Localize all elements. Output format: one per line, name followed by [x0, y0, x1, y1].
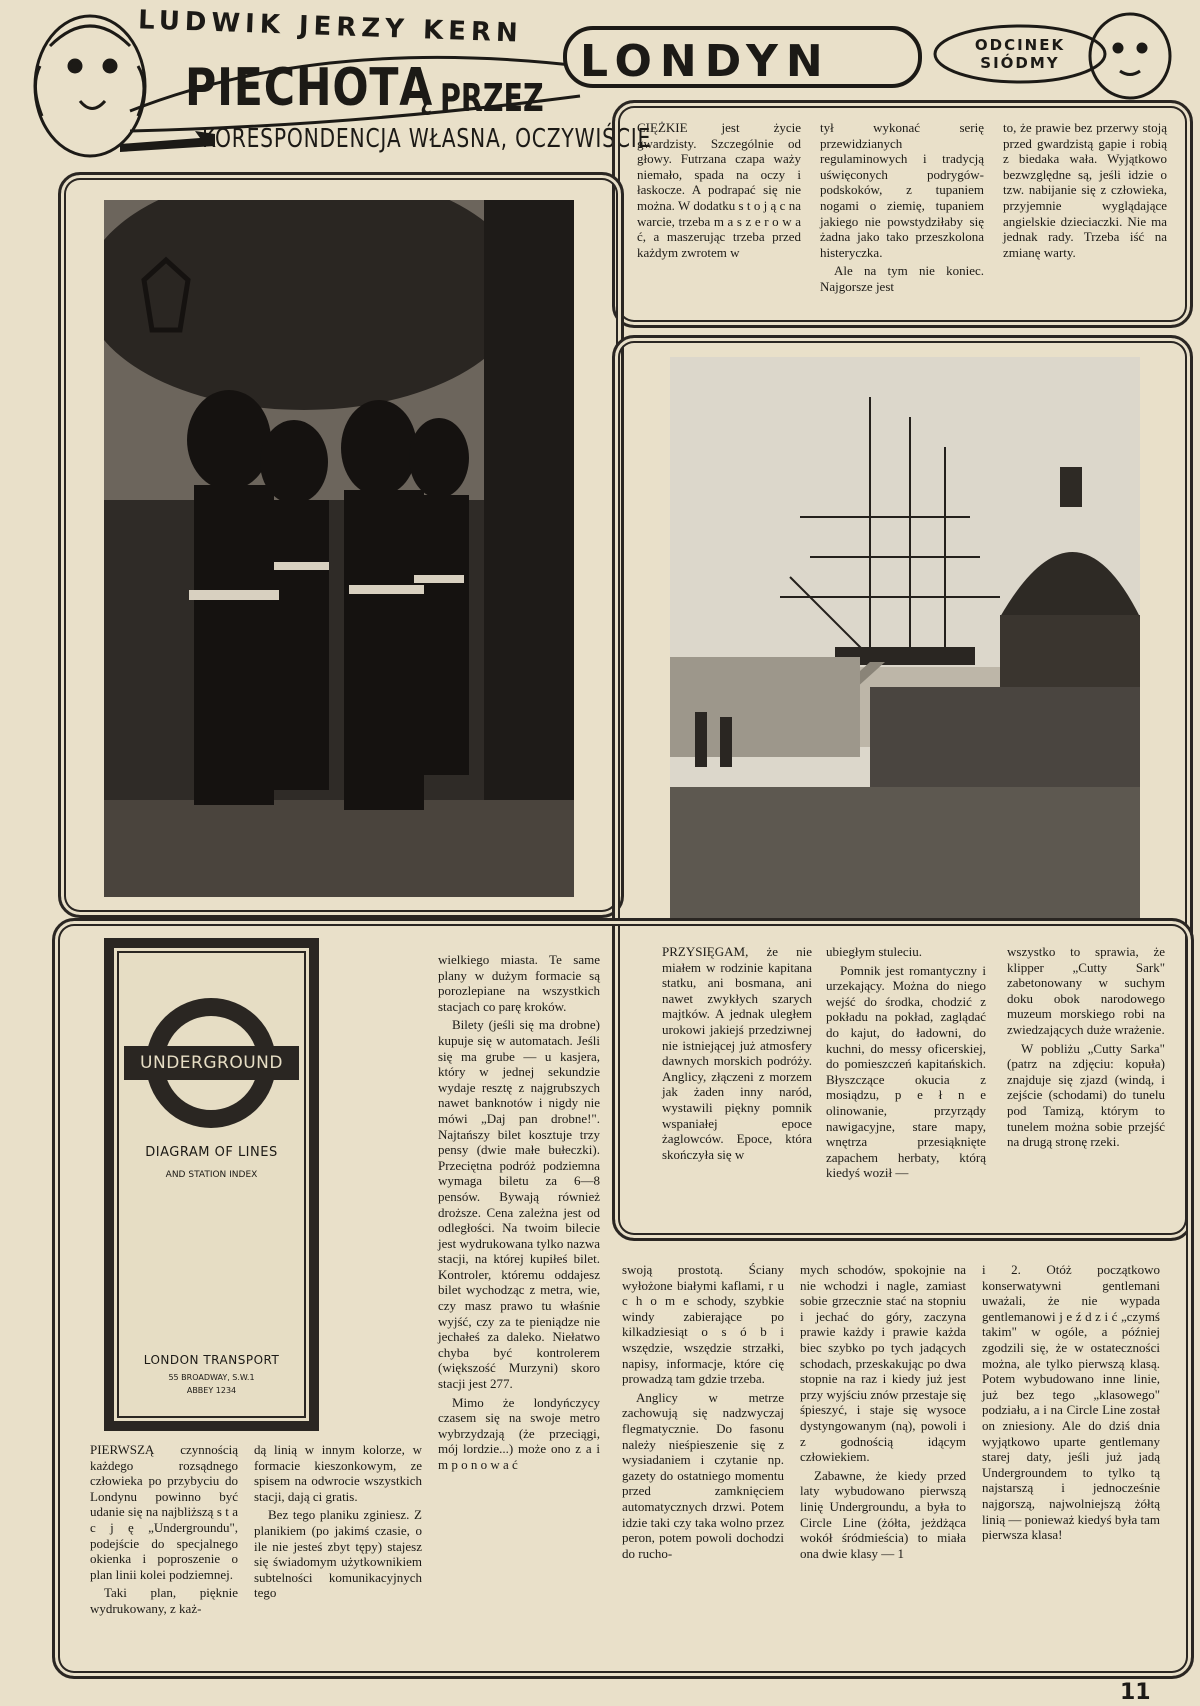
guards-text-col-2: [820, 120, 984, 298]
subtitle: KORESPONDENCJA WŁASNA, OCZYWIŚCIE: [202, 124, 652, 154]
roundel-text: UNDERGROUND: [140, 1053, 283, 1073]
metro-text-col-a: [90, 1442, 238, 1620]
metro-paragraph: Zabawne, że kiedy przed laty wybudowano pierwszą linię Undergroundu, a była to Circle Line (żółta, jeżdżąca wokół śródmieścia) to miała ona dwie klasy — 1: [800, 1467, 966, 1561]
title-word1: PIECHOTĄ: [185, 58, 434, 118]
guards-paragraph: Ale na tym nie koniec. Najgorsze jest: [820, 263, 984, 294]
metro-text-col-f: [982, 1262, 1160, 1546]
ship-photo-art: [670, 357, 1140, 925]
ship-paragraph: Pomnik jest romantyczny i urzekający. Można do niego wejść do środka, chodzić z pokładu na pokład, zaglądać do kajut, do ładowni, do kuchni, do messy oficerskiej, do pomieszczeń kapitańskich. Błyszczące okucia z mosiądzu, p e ł n e olinowanie, przyrządy nawigacyjne, stare mapy, wnętrza przesiąknięte zapachem herbaty, którą kiedyś woził —: [826, 962, 986, 1181]
metro-text-col-e: [800, 1262, 966, 1564]
metro-paragraph: Taki plan, pięknie wydrukowany, z każ-: [90, 1585, 238, 1616]
ship-paragraph: ubiegłym stuleciu.: [826, 944, 923, 959]
page-number: 11: [1120, 1680, 1151, 1705]
metro-paragraph: PIERWSZĄ czynnością każdego rozsądnego człowieka po przybyciu do Londynu powinno być udanie się na najbliższą s t a c j ę „Undergroundu", podejście do specjalnego okienka i poproszenie o plan linii kolei podziemnej.: [90, 1442, 238, 1582]
metro-paragraph: swoją prostotą. Ściany wyłożone białymi kaflami, r u c h o m e schody, szybkie windy zabierające po kilkadziesiąt o s ó b i wszędzie, wszędzie strzałki, napisy, informacje, które cię prowadzą tam gdzie trzeba.: [622, 1262, 784, 1387]
episode-label: ODCINEK SIÓDMY: [974, 36, 1066, 72]
metro-paragraph: Bilety (jeśli się ma drobne) kupuje się w automatach. Jeśli się ma grube — u kasjera, który w jednej sekundzie wydaje resztę z najgrubszych nawet banknotów i nigdy nie mówi „Daj pan drobne!". Najtańszy bilet kosztuje trzy pensy (dwie małe bułeczki). Przeciętna podróż podziemna wymaga biletu za 6—8 pensów. Bywają również droższe. Cena zależna jest od odległości. Na twoim bilecie jest wydrukowana tylko nazwa stacji, na której kupiłeś bilet. Kontroler, któremu oddajesz bilet wychodząc z metra, wie, czy masz prawo tu właśnie wyjść, czy za te pieniądze nie jechałeś za daleko. Niełatwo chyba być kontrolerem (większość Murzyni) skoro stacji jest 277.: [438, 1017, 600, 1392]
guards-text-col-1: [637, 120, 801, 263]
guards-paragraph: to, że prawie bez przerwy stoją przed gwardzistą gapie i robią z biedaka wała. Wyjątkowo bezwzględne są, jeśli idzie o tzw. nabijanie się z człowieka, przyjemnie wyglądające angielskie dzieciaczki. Nie ma jednak rady. Trzeba iść na zmianę warty.: [1003, 120, 1167, 260]
metro-text-col-b: [254, 1442, 422, 1604]
guards-paragraph: CIĘŻKIE jest życie gwardzisty. Szczególnie od głowy. Futrzana czapa waży niemało, spada na oczy i łaskocze. A podrapać się nie można. W dodatku s t o j ą c na warcie, trzeba m a s z e r o w a ć, a maszerując trzeba przed każdym zwrotem w: [637, 120, 801, 260]
ship-photo: [670, 357, 1140, 925]
map-address: 55 BROADWAY, S.W.1: [168, 1373, 255, 1382]
left-lion-icon: [35, 16, 145, 156]
map-subheading: AND STATION INDEX: [165, 1170, 258, 1180]
ship-paragraph: wszystko to sprawia, że klipper „Cutty Sark" zabetonowany w suchym doku obok narodowego muzeum morskiego robi na zwiedzających duże wrażenie.: [1007, 944, 1165, 1037]
map-publisher: LONDON TRANSPORT: [143, 1353, 280, 1367]
right-lion-icon: [1090, 14, 1170, 98]
pointing-hand-icon: [120, 131, 215, 152]
ship-paragraph: PRZYSIĘGAM, że nie miałem w rodzinie kapitana statku, ani bosmana, ani nawet zwykłych szarych majtków. A jednak uległem urokowi jakiejś przedziwnej nie istniejącej już atmosfery dawnych morskich podróży. Anglicy, złączeni z morzem jak żaden inny naród, wystawili piękny pomnik wspaniałej epoce żaglowców. Epoce, która skończyła się w: [662, 944, 812, 1162]
guards-paragraph: tył wykonać serię przewidzianych regulaminowych i tradycją uświęconych podrygów-podskoków, z tupaniem nogami o ziemię, tupaniem jakiego nie powstydziłaby się żadna jako tako przeszkolona histeryczka.: [820, 120, 984, 260]
metro-paragraph: wielkiego miasta. Te same plany w dużym formacie są porozlepiane na wszystkich stacjach co parę kroków.: [438, 952, 600, 1014]
metro-paragraph: Anglicy w metrze zachowują się nadzwyczaj flegmatycznie. Do fasonu należy nieśpieszenie się z wysiadaniem i czytanie np. gazety do ostatniego momentu przed zamknięciem automatycznych drzwi. Potem idzie taki czy taka wolno przez peron, potem powoli dochodzi do rucho-: [622, 1389, 784, 1561]
guards-photo: [104, 200, 574, 897]
metro-paragraph: Bez tego planiku zginiesz. Z planikiem (po jakimś czasie, o ile nie jesteś zbyt tępy) stajesz się świadomym użytkownikiem subtelności komunikacyjnych tego: [254, 1507, 422, 1601]
guards-photo-art: [104, 200, 574, 897]
metro-paragraph: dą linią w innym kolorze, w formacie kieszonkowym, ze spisem na odwrocie wszystkich stacji, dają ci gratis.: [254, 1442, 422, 1504]
metro-text-col-c: [438, 952, 600, 1476]
title-word2: PRZEZ: [440, 76, 544, 120]
map-phone: ABBEY 1234: [186, 1386, 237, 1395]
author-name: LUDWIK JERZY KERN: [137, 5, 524, 49]
ship-paragraph: W pobliżu „Cutty Sarka" (patrz na zdjęciu: kopuła) znajduje się zjazd (windą, i zejście (schodami) do tunelu pod Tamizą, którym to tunelem można sobie przejść na drugą stronę rzeki.: [1007, 1040, 1165, 1150]
metro-text-col-d: [622, 1262, 784, 1564]
map-heading: DIAGRAM OF LINES: [145, 1145, 278, 1160]
metro-paragraph: Mimo że londyńczycy czasem się na swoje metro wybrzydzają (że przeciągi, mój lordzie...) może ono z a i m p o n o w a ć: [438, 1394, 600, 1472]
title-city: LONDYN: [580, 36, 831, 87]
guards-text-col-3: [1003, 120, 1167, 263]
underground-map-cover: [104, 938, 319, 1431]
metro-paragraph: i 2. Otóż początkowo konserwatywni gentlemani uważali, że nie wypada gentlemanowi j e ź d z i ć „czymś takim" w ogóle, a później zgodzili się, że w ostateczności można, ale tylko pierwszą klasą. Potem wybudowano inne linie, już bez tego „klasowego" podziału, a i na Circle Line został on zniesiony. Ale do dziś dnia wyjątkowo uparte gentlemany starej daty, jeśli już jadą Undergroundem to tylko tą najstarszą i jednocześnie najgorszą, najwolniejszą żółtą linią — ponieważ kiedyś była tam pierwsza klasa!: [982, 1262, 1160, 1543]
metro-paragraph: mych schodów, spokojnie na nie wchodzi i nagle, zamiast sobie grzecznie stać na stopniu i jechać do góry, zaczyna prawie każdy i prawie każda biec szybko po tych jadących schodach, przeskakując po dwa stopnie na raz i kiedy już jest przy wyjściu znów przestaje się śpieszyć, i staje się wysoce dystyngowanym (ną), powoli i z godnością idącym człowiekiem.: [800, 1262, 966, 1465]
